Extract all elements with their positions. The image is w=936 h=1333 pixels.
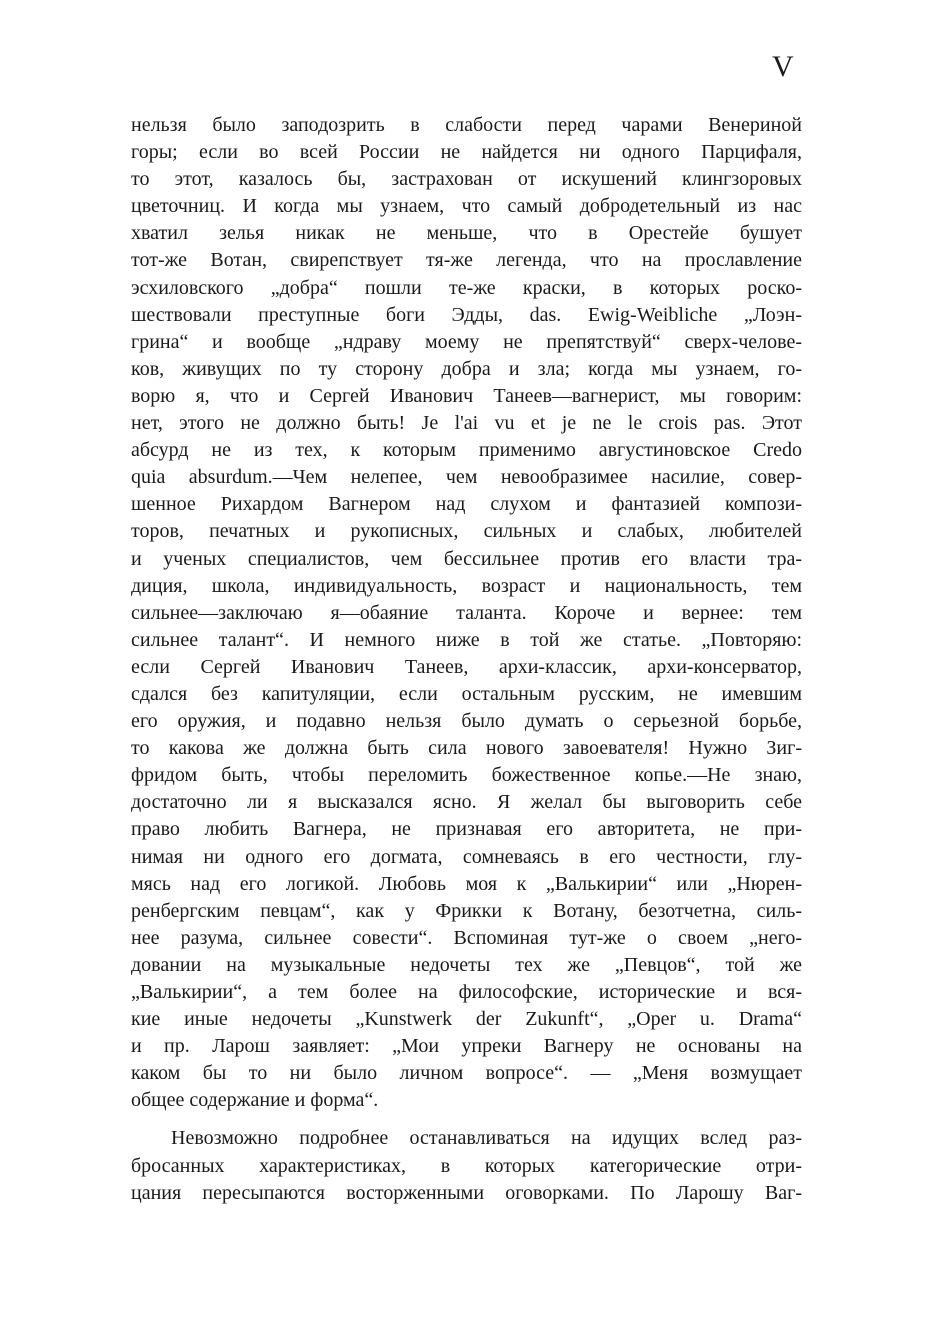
text-line: бросанных характеристиках, в которых категорические отри-: [131, 1154, 802, 1177]
page-number: V: [772, 50, 795, 83]
text-line: каком бы то ни было личном вопросе“. — „Меня возмущает: [131, 1062, 802, 1085]
text-line: тот-же Вотан, свирепствует тя-же легенда, что на прославление: [131, 249, 802, 272]
text-line: достаточно ли я высказался ясно. Я желал бы выговорить себе: [131, 791, 802, 814]
text-line: шествовали преступные боги Эдды, das. Ewig-Weibliche „Лоэн-: [131, 303, 802, 326]
text-line: если Сергей Иванович Танеев, архи-классик, архи-консерватор,: [131, 655, 802, 678]
text-line: и ученых специалистов, чем бессильнее против его власти тра-: [131, 547, 802, 570]
text-line: нее разума, сильнее совести“. Вспоминая тут-же о своем „него-: [131, 926, 802, 949]
text-line: грина“ и вообще „ндраву моему не препятствуй“ сверх-челове-: [131, 330, 802, 353]
text-line: сильнее талант“. И немного ниже в той же статье. „Повторяю:: [131, 628, 802, 651]
text-line: эсхиловского „добра“ пошли те-же краски, в которых роско-: [131, 276, 802, 299]
paragraph-1: [131, 112, 802, 1114]
text-line: цветочниц. И когда мы узнаем, что самый добродетельный из нас: [131, 195, 802, 218]
text-line: его оружия, и подавно нельзя было думать о серьезной борьбе,: [131, 710, 802, 733]
text-line: quia absurdum.—Чем нелепее, чем невообразимее насилие, совер-: [131, 466, 802, 489]
text-line: нимая ни одного его догмата, сомневаясь в его честности, глу-: [131, 845, 802, 868]
text-line: сильнее—заключаю я—обаяние таланта. Короче и вернее: тем: [131, 601, 802, 624]
text-line: хватил зелья никак не меньше, что в Орестейе бушует: [131, 222, 802, 245]
text-line: сдался без капитуляции, если остальным русским, не имевшим: [131, 682, 802, 705]
text-line: шенное Рихардом Вагнером над слухом и фантазией компози-: [131, 493, 802, 516]
text-line: то этот, казалось бы, застрахован от искушений клингзоровых: [131, 168, 802, 191]
text-line: цания пересыпаются восторженными оговорками. По Ларошу Ваг-: [131, 1181, 802, 1204]
text-line: фридом быть, чтобы переломить божественное копье.—Не знаю,: [131, 764, 802, 787]
text-line: общее содержание и форма“.: [131, 1089, 379, 1112]
text-line: Невозможно подробнее останавливаться на идущих вслед раз-: [171, 1127, 802, 1150]
text-line: ренбергским певцам“, как у Фрикки к Вотану, безотчетна, силь-: [131, 899, 802, 922]
paragraph-2: [131, 1125, 802, 1206]
text-line: „Валькирии“, а тем более на философские, исторические и вся-: [131, 981, 802, 1003]
text-line: абсурд не из тех, к которым применимо августиновское Credo: [131, 439, 802, 462]
text-line: и пр. Ларош заявляет: „Мои упреки Вагнеру не основаны на: [131, 1035, 802, 1058]
text-line: диция, школа, индивидуальность, возраст и национальность, тем: [131, 574, 802, 597]
text-line: довании на музыкальные недочеты тех же „Певцов“, той же: [131, 953, 802, 976]
text-line: горы; если во всей России не найдется ни одного Парцифаля,: [131, 141, 802, 164]
text-line: нельзя было заподозрить в слабости перед чарами Венериной: [131, 114, 802, 136]
body-text: [131, 112, 802, 1207]
paragraph-spacer: [131, 1114, 802, 1125]
text-line: кие иные недочеты „Kunstwerk der Zukunft“, „Oper u. Drama“: [131, 1008, 802, 1031]
text-line: право любить Вагнера, не признавая его авторитета, не при-: [131, 818, 802, 841]
text-line: торов, печатных и рукописных, сильных и слабых, любителей: [131, 520, 802, 543]
text-line: ков, живущих по ту сторону добра и зла; когда мы узнаем, го-: [131, 357, 802, 380]
text-line: мясь над его логикой. Любовь моя к „Валькирии“ или „Нюрен-: [131, 872, 802, 895]
text-line: то какова же должна быть сила нового завоевателя! Нужно Зиг-: [131, 737, 802, 760]
text-line: нет, этого не должно быть! Je l'ai vu et je ne le crois pas. Этот: [131, 412, 802, 435]
text-line: ворю я, что и Сергей Иванович Танеев—вагнерист, мы говорим:: [131, 384, 802, 407]
